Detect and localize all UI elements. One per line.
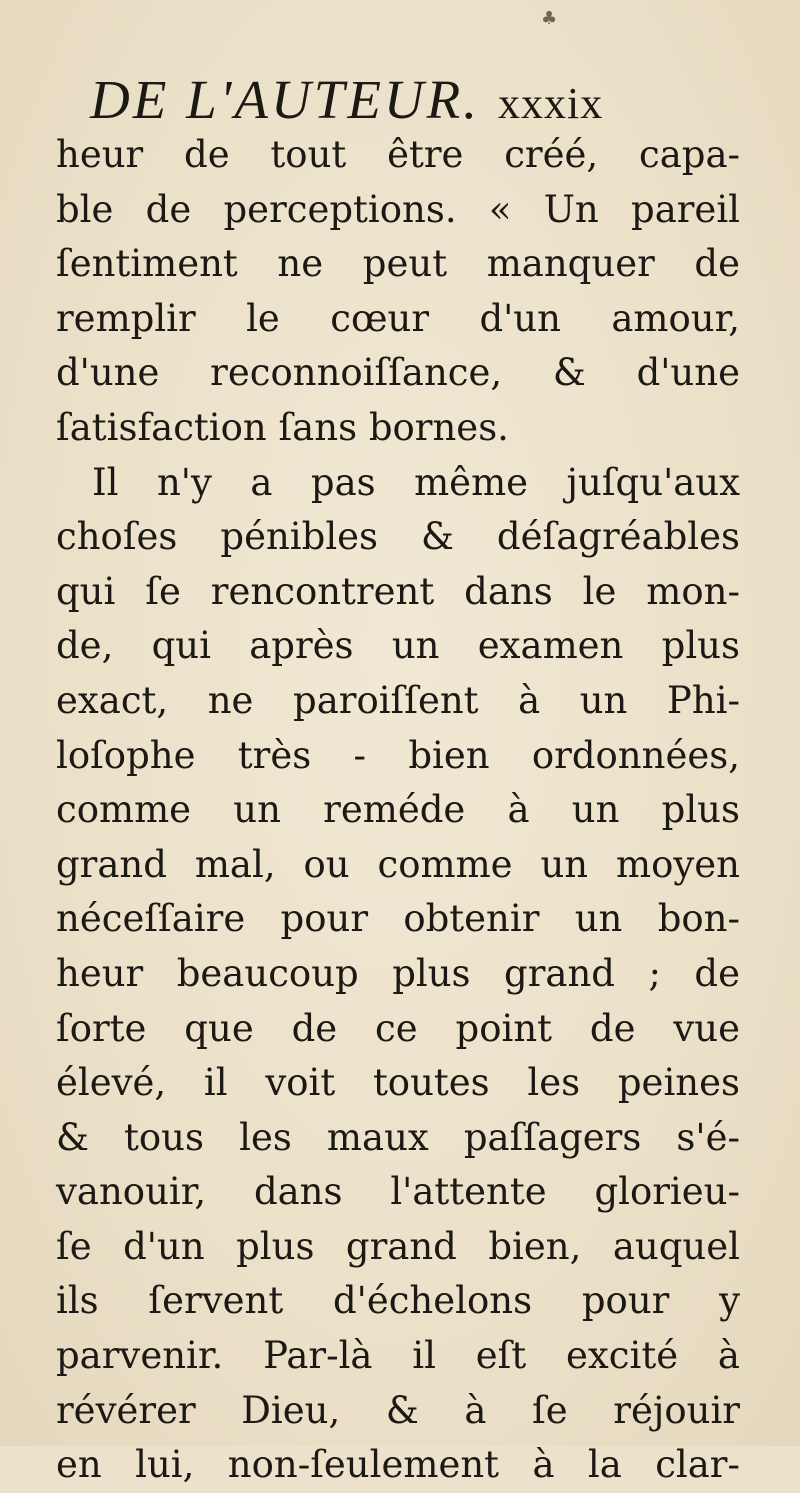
text-line: en lui, non-ſeulement à la clar- bbox=[56, 1443, 740, 1487]
text-line: ſe d'un plus grand bien, auquel bbox=[56, 1224, 740, 1268]
text-line: choſes pénibles & déſagréables bbox=[56, 515, 740, 559]
text-line: qui ſe rencontrent dans le mon- bbox=[56, 569, 740, 613]
text-line: heur beaucoup plus grand ; de bbox=[56, 951, 740, 995]
text-line: remplir le cœur d'un amour, bbox=[56, 296, 740, 340]
printer-ornament: ♣ bbox=[541, 8, 558, 29]
text-line: heur de tout être créé, capa- bbox=[56, 133, 740, 176]
text-line: ſentiment ne peut manquer de bbox=[56, 242, 740, 286]
text-line: ſorte que de ce point de vue bbox=[56, 1006, 740, 1050]
text-line: néceſſaire pour obtenir un bon- bbox=[56, 897, 740, 941]
text-line: de, qui après un examen plus bbox=[56, 624, 740, 668]
text-line: comme un reméde à un plus bbox=[56, 788, 740, 832]
text-line: élevé, il voit toutes les peines bbox=[56, 1061, 740, 1105]
paragraph-start-line: Il n'y a pas même juſqu'aux bbox=[92, 460, 740, 504]
page-number: xxxix bbox=[497, 79, 604, 128]
running-title: DE L'AUTEUR. bbox=[90, 69, 480, 130]
text-line: parvenir. Par-là il eſt excité à bbox=[56, 1334, 740, 1378]
text-line: loſophe très - bien ordonnées, bbox=[56, 733, 740, 777]
text-line: exact, ne paroiſſent à un Phi- bbox=[56, 678, 740, 722]
body-text bbox=[56, 128, 740, 1493]
text-line: d'une reconnoiſſance, & d'une bbox=[56, 351, 740, 395]
text-line: révérer Dieu, & à ſe réjouir bbox=[56, 1388, 740, 1432]
text-line: ble de perceptions. « Un pareil bbox=[56, 187, 740, 231]
text-line: grand mal, ou comme un moyen bbox=[56, 842, 740, 886]
text-line: vanouir, dans l'attente glorieu- bbox=[56, 1170, 740, 1214]
text-line: ils ſervent d'échelons pour y bbox=[56, 1279, 740, 1323]
paragraph-end-line: ſatisfaction ſans bornes. bbox=[56, 405, 509, 449]
text-line: & tous les maux paſſagers s'é- bbox=[56, 1115, 740, 1159]
